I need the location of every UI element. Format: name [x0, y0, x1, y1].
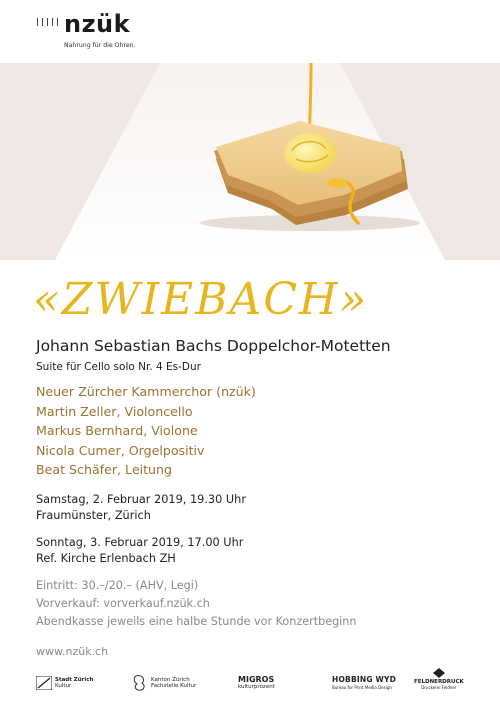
sponsor-name: Stadt Zürich	[55, 676, 94, 683]
kanton-zuerich-lion-icon	[132, 674, 148, 692]
performer-item: Nicola Cumer, Orgelpositiv	[36, 442, 205, 458]
concert-title: «ZWIEBACH»	[33, 274, 369, 325]
sponsor-name: MIGROS	[238, 675, 275, 685]
logo-tagline: Nahrung für die Ohren.	[64, 42, 136, 49]
event-date: Sonntag, 3. Februar 2019, 17.00 Uhr	[36, 536, 244, 549]
sponsor-sub: Fachstelle Kultur	[151, 683, 197, 689]
sponsor-kanton-zuerich	[132, 672, 196, 694]
butter-curl	[284, 133, 336, 173]
hero-illustration	[0, 63, 500, 260]
event-sunday	[36, 535, 243, 567]
performer-item: Beat Schäfer, Leitung	[36, 462, 172, 477]
performer-item: Martin Zeller, Violoncello	[36, 403, 193, 419]
performer-list	[36, 382, 256, 480]
sponsor-name: HOBBING WYD	[332, 675, 397, 685]
event-venue: Ref. Kirche Erlenbach ZH	[36, 552, 176, 565]
ticket-price: Eintritt: 30.–/20.– (AHV, Legi)	[36, 579, 199, 592]
ticket-box-office: Abendkasse jeweils eine halbe Stunde vor Konzertbeginn	[36, 615, 357, 628]
event-date: Samstag, 2. Februar 2019, 19.30 Uhr	[36, 493, 246, 506]
sponsor-sub: Druckerei Feldner	[421, 685, 457, 690]
ticket-presale: Vorverkauf: vorverkauf.nzük.ch	[36, 597, 210, 610]
sponsor-sub: Kultur	[55, 683, 72, 689]
sponsor-sub: Bureau for Print Media Design	[332, 684, 392, 690]
concert-subtitle: Johann Sebastian Bachs Doppelchor-Motetten	[36, 337, 391, 355]
website-link[interactable]: www.nzük.ch	[36, 645, 109, 658]
performer-item: Neuer Zürcher Kammerchor (nzük)	[36, 384, 256, 399]
event-venue: Fraumünster, Zürich	[36, 509, 151, 522]
sponsor-name: Kanton Zürich	[151, 676, 190, 683]
sponsor-name: FELDNERDRUCK	[414, 678, 464, 685]
feldnerdruck-mark-icon	[432, 668, 446, 678]
sponsor-sub: kulturprozent	[238, 684, 275, 691]
program-note: Suite für Cello solo Nr. 4 Es-Dur	[36, 361, 201, 373]
stadt-zuerich-crest-icon	[36, 676, 52, 690]
sponsor-stadt-zuerich	[36, 672, 93, 694]
logo-wordmark: nzük	[64, 10, 131, 38]
ticket-info	[36, 577, 356, 631]
sponsor-hobbing-wyd	[332, 672, 396, 694]
event-saturday	[36, 492, 246, 524]
performer-item: Markus Bernhard, Violone	[36, 423, 198, 438]
toast-with-butter-and-honey-illustration	[0, 63, 500, 260]
sponsor-migros	[238, 672, 275, 694]
sponsor-feldnerdruck	[414, 668, 464, 690]
